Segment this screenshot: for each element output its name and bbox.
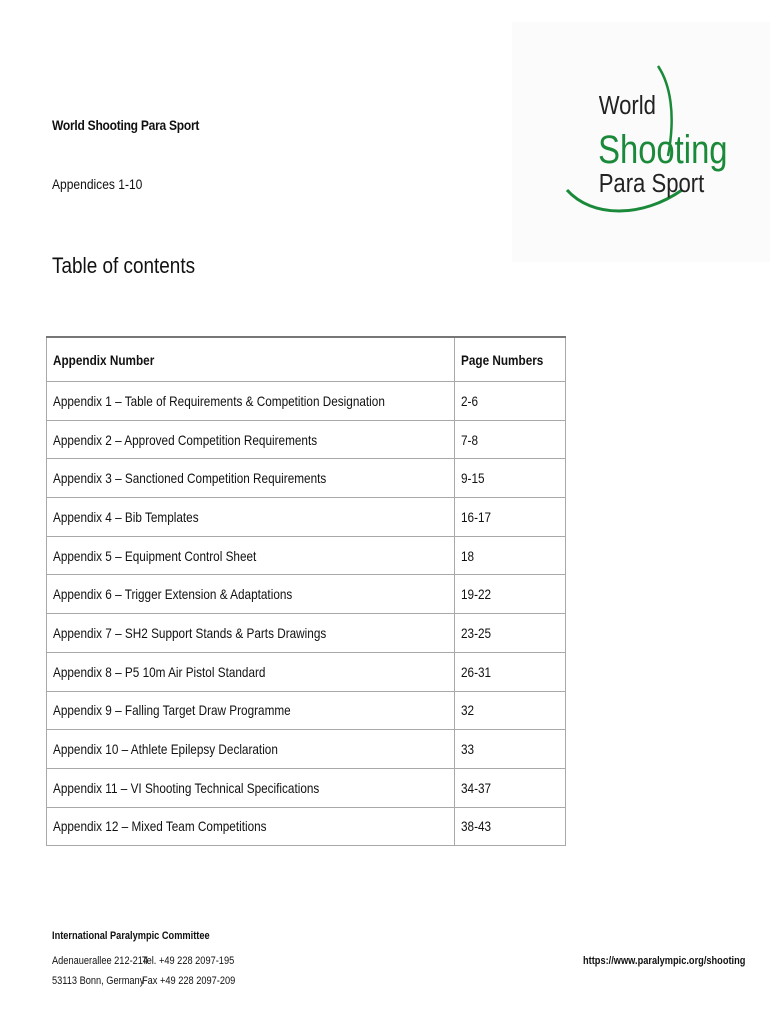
appendix-cell: Appendix 3 – Sanctioned Competition Requirements xyxy=(47,459,455,498)
table-row xyxy=(47,498,566,537)
table-row xyxy=(47,459,566,498)
pages-cell: 7-8 xyxy=(455,420,566,459)
table-row xyxy=(47,807,566,846)
logo-text-shooting: Shooting xyxy=(598,126,728,172)
pages-cell: 23-25 xyxy=(455,614,566,653)
footer-address-line1: Adenauerallee 212-214 xyxy=(52,955,149,967)
pages-cell: 16-17 xyxy=(455,498,566,537)
pages-cell: 9-15 xyxy=(455,459,566,498)
footer-url-link[interactable]: https://www.paralympic.org/shooting xyxy=(583,955,746,967)
logo-graphic xyxy=(512,22,770,262)
pages-cell: 33 xyxy=(455,730,566,769)
column-header-pages: Page Numbers xyxy=(455,337,566,382)
pages-cell: 34-37 xyxy=(455,768,566,807)
appendix-cell: Appendix 12 – Mixed Team Competitions xyxy=(47,807,455,846)
table-row xyxy=(47,614,566,653)
pages-cell: 19-22 xyxy=(455,575,566,614)
logo-text-para-sport: Para Sport xyxy=(598,169,705,199)
appendix-cell: Appendix 6 – Trigger Extension & Adaptations xyxy=(47,575,455,614)
footer-address-line2: 53113 Bonn, Germany xyxy=(52,975,145,987)
toc-table xyxy=(46,336,566,846)
world-shooting-para-sport-logo xyxy=(512,22,770,262)
appendix-cell: Appendix 8 – P5 10m Air Pistol Standard xyxy=(47,652,455,691)
appendix-cell: Appendix 4 – Bib Templates xyxy=(47,498,455,537)
appendix-cell: Appendix 2 – Approved Competition Requirements xyxy=(47,420,455,459)
toc-header-row xyxy=(47,337,566,382)
organization-name: World Shooting Para Sport xyxy=(52,117,200,133)
appendix-cell: Appendix 1 – Table of Requirements & Competition Designation xyxy=(47,382,455,421)
document-subtitle: Appendices 1-10 xyxy=(52,176,143,192)
appendix-cell: Appendix 7 – SH2 Support Stands & Parts Drawings xyxy=(47,614,455,653)
table-row xyxy=(47,536,566,575)
pages-cell: 2-6 xyxy=(455,382,566,421)
pages-cell: 32 xyxy=(455,691,566,730)
table-row xyxy=(47,575,566,614)
column-header-appendix: Appendix Number xyxy=(47,337,455,382)
table-row xyxy=(47,730,566,769)
appendix-cell: Appendix 11 – VI Shooting Technical Specifications xyxy=(47,768,455,807)
toc-title: Table of contents xyxy=(52,253,196,278)
pages-cell: 38-43 xyxy=(455,807,566,846)
appendix-cell: Appendix 9 – Falling Target Draw Programme xyxy=(47,691,455,730)
footer-organization: International Paralympic Committee xyxy=(52,930,210,942)
pages-cell: 18 xyxy=(455,536,566,575)
footer-tel: Tel. +49 228 2097-195 xyxy=(142,955,235,967)
pages-cell: 26-31 xyxy=(455,652,566,691)
table-row xyxy=(47,420,566,459)
table-row xyxy=(47,652,566,691)
logo-text-world: World xyxy=(598,91,656,121)
footer-fax: Fax +49 228 2097-209 xyxy=(142,975,236,987)
table-row xyxy=(47,691,566,730)
table-row xyxy=(47,382,566,421)
appendix-cell: Appendix 10 – Athlete Epilepsy Declaration xyxy=(47,730,455,769)
appendix-cell: Appendix 5 – Equipment Control Sheet xyxy=(47,536,455,575)
table-row xyxy=(47,768,566,807)
